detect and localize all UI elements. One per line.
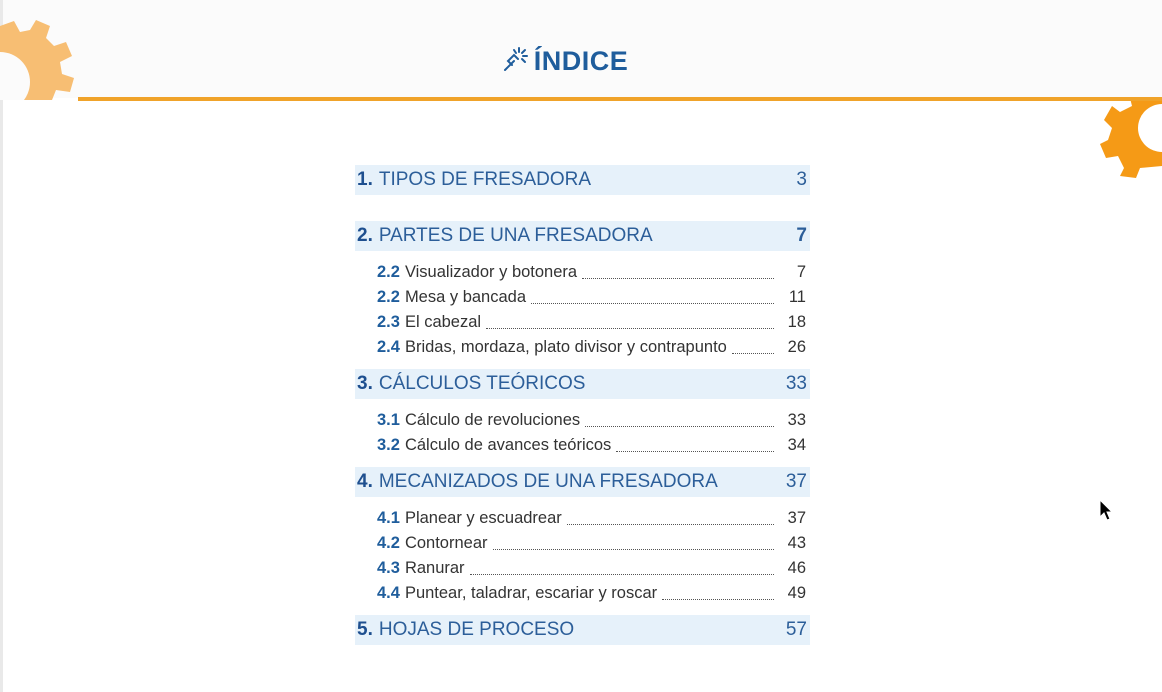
section-number: 4. <box>357 471 373 492</box>
toc-subsection[interactable] <box>355 338 810 363</box>
subsection-number: 4.2 <box>377 534 400 552</box>
section-title: TIPOS DE FRESADORA <box>378 169 592 190</box>
dot-leader <box>582 277 774 279</box>
subsection-number: 3.2 <box>377 436 400 454</box>
dot-leader <box>531 302 774 304</box>
section-number: 2. <box>357 225 373 246</box>
table-of-contents <box>355 165 810 645</box>
section-number: 1. <box>357 169 373 190</box>
subsection-page: 37 <box>787 509 806 527</box>
section-page: 37 <box>785 471 807 492</box>
toc-subsection-list <box>355 399 810 467</box>
section-number: 3. <box>357 373 373 394</box>
section-page: 3 <box>796 169 807 190</box>
subsection-number: 2.2 <box>377 288 400 306</box>
toc-subsection-list <box>355 497 810 615</box>
page-left-border <box>0 0 3 692</box>
subsection-page: 49 <box>787 584 806 602</box>
subsection-page: 43 <box>787 534 806 552</box>
section-page: 7 <box>796 225 807 246</box>
subsection-page: 18 <box>787 313 806 331</box>
subsection-title: Puntear, taladrar, escariar y roscar <box>404 584 658 602</box>
subsection-title: El cabezal <box>404 313 482 331</box>
subsection-page: 11 <box>788 288 806 306</box>
toc-subsection[interactable] <box>355 288 810 313</box>
subsection-number: 4.3 <box>377 559 400 577</box>
tools-icon <box>502 47 528 80</box>
toc-subsection[interactable] <box>355 584 810 609</box>
subsection-title: Mesa y bancada <box>404 288 527 306</box>
toc-subsection-list <box>355 251 810 369</box>
subsection-number: 3.1 <box>377 411 400 429</box>
toc-section-3[interactable] <box>355 369 810 399</box>
subsection-page: 26 <box>787 338 806 356</box>
header-rule <box>78 97 1162 101</box>
section-title: MECANIZADOS DE UNA FRESADORA <box>378 471 718 492</box>
dot-leader <box>567 523 774 525</box>
toc-subsection[interactable] <box>355 534 810 559</box>
subsection-title: Cálculo de avances teóricos <box>404 436 612 454</box>
toc-subsection[interactable] <box>355 559 810 584</box>
subsection-page: 33 <box>787 411 806 429</box>
subsection-title: Bridas, mordaza, plato divisor y contrapunto <box>404 338 727 356</box>
subsection-title: Planear y escuadrear <box>404 509 562 527</box>
toc-subsection[interactable] <box>355 263 810 288</box>
section-title: PARTES DE UNA FRESADORA <box>378 225 653 246</box>
subsection-number: 4.4 <box>377 584 400 602</box>
section-page: 33 <box>785 373 807 394</box>
gear-decoration-icon <box>1100 98 1162 178</box>
subsection-title: Contornear <box>404 534 488 552</box>
section-number: 5. <box>357 619 373 640</box>
page-title-text: ÍNDICE <box>533 46 629 76</box>
subsection-page: 7 <box>796 263 806 281</box>
subsection-page: 34 <box>787 436 806 454</box>
page-title <box>0 46 1130 80</box>
toc-subsection[interactable] <box>355 436 810 461</box>
dot-leader <box>470 573 774 575</box>
section-title: HOJAS DE PROCESO <box>378 619 575 640</box>
toc-section-1[interactable] <box>355 165 810 195</box>
dot-leader <box>493 548 775 550</box>
dot-leader <box>585 425 774 427</box>
toc-section-2[interactable] <box>355 221 810 251</box>
toc-section-4[interactable] <box>355 467 810 497</box>
section-title: CÁLCULOS TEÓRICOS <box>378 373 586 394</box>
subsection-title: Ranurar <box>404 559 465 577</box>
section-page: 57 <box>785 619 807 640</box>
dot-leader <box>662 598 774 600</box>
toc-subsection[interactable] <box>355 509 810 534</box>
subsection-title: Cálculo de revoluciones <box>404 411 581 429</box>
toc-subsection[interactable] <box>355 313 810 338</box>
subsection-number: 2.3 <box>377 313 400 331</box>
toc-section-5[interactable] <box>355 615 810 645</box>
mouse-cursor-icon <box>1099 499 1115 523</box>
dot-leader <box>732 352 774 354</box>
subsection-number: 4.1 <box>377 509 400 527</box>
dot-leader <box>616 450 774 452</box>
dot-leader <box>486 327 774 329</box>
subsection-title: Visualizador y botonera <box>404 263 578 281</box>
toc-subsection[interactable] <box>355 411 810 436</box>
subsection-page: 46 <box>787 559 806 577</box>
subsection-number: 2.4 <box>377 338 400 356</box>
subsection-number: 2.2 <box>377 263 400 281</box>
